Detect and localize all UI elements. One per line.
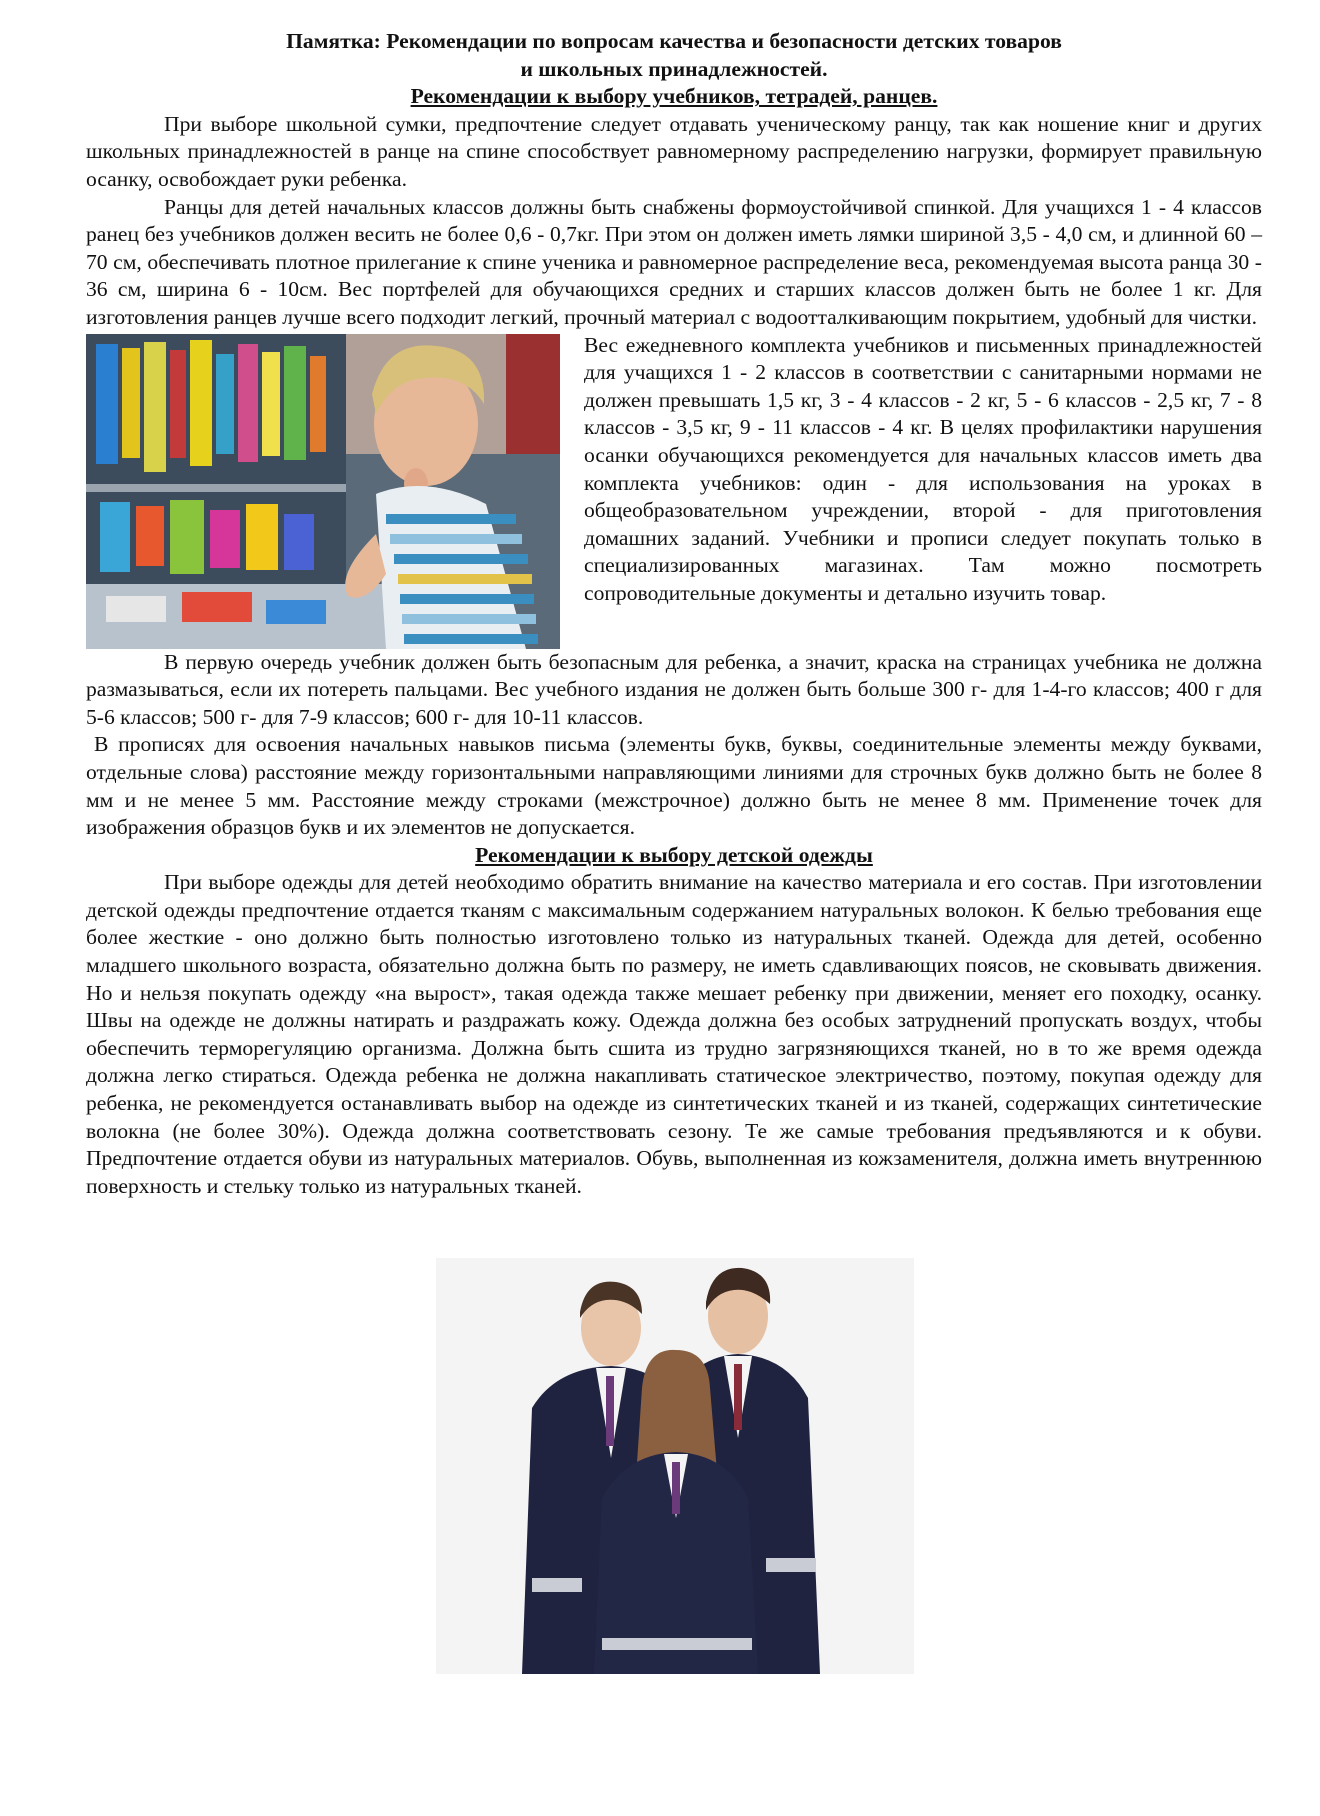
- paragraph-clothing: При выборе одежды для детей необходимо обратить внимание на качество материала и его состав. При изготовлении детской одежды предпочтение отдается тканям с максимальным содержанием натуральных волокон. К белью требования еще более жесткие - оно должно быть полностью изготовлено только из натуральных тканей. Одежда для детей, особенно младшего школьного возраста, обязательно должна быть по размеру, не иметь сдавливающих поясов, не сковывать движения. Но и нельзя покупать одежду «на вырост», такая одежда также мешает ребенку при движении, меняет его походку, осанку. Швы на одежде не должны натирать и раздражать кожу. Одежда должна без особых затруднений пропускать воздух, чтобы обеспечить терморегуляцию организма. Должна быть сшита из трудно загрязняющихся тканей, но в то же время одежда должна легко стираться. Одежда ребенка не должна накапливать статическое электричество, поэтому, покупая одежду для ребенка, не рекомендуется останавливать выбор на одежде из синтетических тканей и из тканей, содержащих синтетические волокна (не более 30%). Одежда должна соответствовать сезону. Те же самые требования предъявляются и к обуви. Предпочтение отдается обуви из натуральных материалов. Обувь, выполненная из кожзаменителя, должна иметь внутреннюю поверхность и стельку только из натуральных тканей.: [86, 870, 1262, 1198]
- section-heading-clothing: Рекомендации к выбору детской одежды: [475, 842, 873, 867]
- photo-with-text-row: [86, 332, 1262, 649]
- document-title-line2: и школьных принадлежностей.: [520, 56, 828, 81]
- paragraph-backpack-choice: При выборе школьной сумки, предпочтение следует отдавать ученическому ранцу, так как ношение книг и других школьных принадлежностей в ранце на спине способствует равномерному распределению нагрузки, формирует правильную осанку, освобождает руки ребенка.: [86, 111, 1262, 191]
- paragraph-copybooks: В прописях для освоения начальных навыков письма (элементы букв, буквы, соединительные элементы между буквами, отдельные слова) расстояние между горизонтальными направляющими линиями для строчных букв должно быть не более 8 мм и не менее 5 мм. Расстояние между строками (межстрочное) должно быть не менее 8 мм. Применение точек для изображения образцов букв и их элементов не допускается.: [86, 732, 1262, 840]
- document-title-line1: Памятка: Рекомендации по вопросам качества и безопасности детских товаров: [286, 29, 1062, 53]
- paragraph-textbook-weight: Вес ежедневного комплекта учебников и письменных принадлежностей для учащихся 1 - 2 классов в соответствии с санитарными нормами не должен превышать 1,5 кг, 3 - 4 классов - 2 кг, 5 - 6 классов - 2,5 кг, 7 - 8 классов - 3,5 кг, 9 - 11 классов - 4 кг. В целях профилактики нарушения осанки обучающихся рекомендуется для начальных классов иметь два комплекта учебников: один - для использования на уроках в общеобразовательном учреждении, второй - для приготовления домашних заданий. Учебники и прописи следует покупать только в специализированных магазинах. Там можно посмотреть сопроводительные документы и детально изучить товар.: [584, 332, 1262, 605]
- paragraph-textbook-safety: В первую очередь учебник должен быть безопасным для ребенка, а значит, краска на страницах учебника не должна размазываться, если их потереть пальцами. Вес учебного издания не должен быть больше 300 г- для 1-4-го классов; 400 г для 5-6 классов; 500 г- для 7-9 классов; 600 г- для 10-11 классов.: [86, 649, 1262, 729]
- document-body: [86, 28, 1262, 1200]
- boy-in-store-photo: [86, 334, 560, 649]
- paragraph-backpack-requirements: Ранцы для детей начальных классов должны быть снабжены формоустойчивой спинкой. Для учащихся 1 - 4 классов ранец без учебников должен весить не более 0,6 - 0,7кг. При этом он должен иметь лямки шириной 3,5 - 4,0 см, и длинной 60 – 70 см, обеспечивать плотное прилегание к спине ученика и равномерное распределение веса, рекомендуемая высота ранца 30 - 36 см, ширина 6 - 10см. Вес портфелей для обучающихся средних и старших классов должен быть не более 1 кг. Для изготовления ранцев лучше всего подходит легкий, прочный материал с водоотталкивающим покрытием, удобный для чистки.: [86, 194, 1262, 329]
- section-heading-textbooks: Рекомендации к выбору учебников, тетрадей, ранцев.: [410, 84, 938, 109]
- school-uniform-photo: [436, 1258, 914, 1674]
